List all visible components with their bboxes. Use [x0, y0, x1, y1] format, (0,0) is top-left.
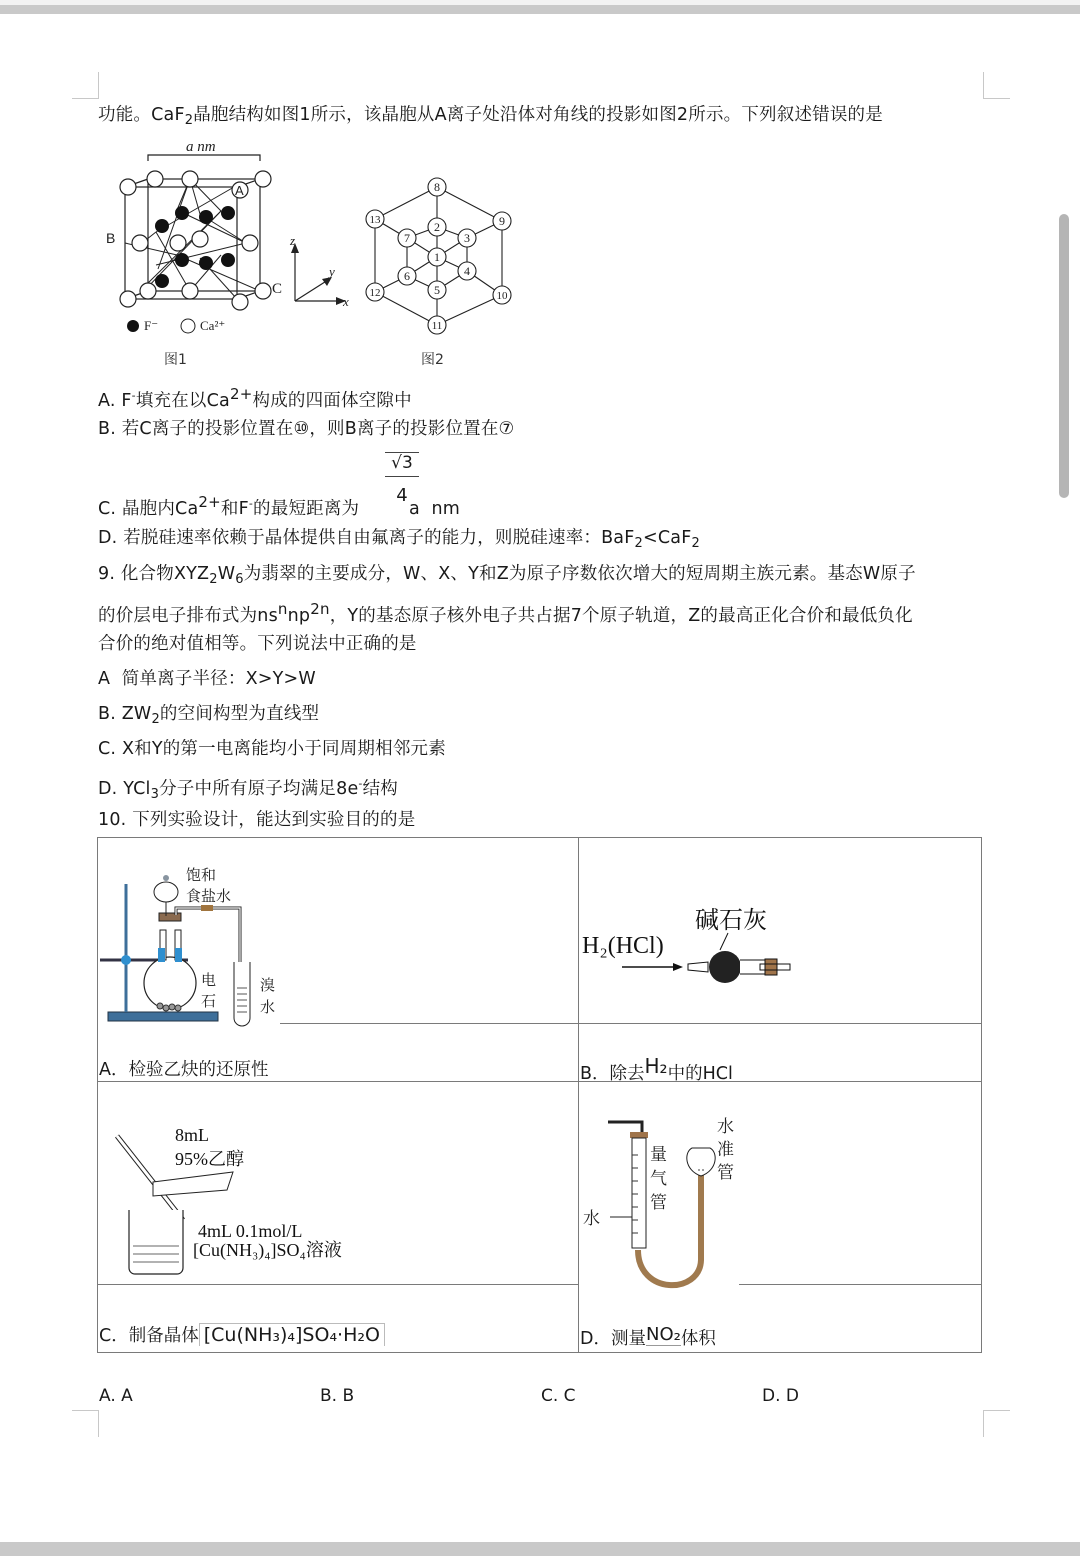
formula-h2: H₂: [644, 1054, 668, 1078]
fraction-numerator: √3: [385, 452, 419, 473]
node-10: 10: [496, 290, 508, 302]
vertical-scrollbar[interactable]: [1059, 214, 1069, 498]
label-level-tube-1: 水: [717, 1117, 734, 1137]
node-5: 5: [434, 283, 440, 297]
label-saturated: 饱和: [186, 866, 217, 884]
bottom-bar: [0, 1542, 1080, 1556]
label-carbide-2: 石: [201, 992, 217, 1010]
node-6: 6: [404, 269, 410, 283]
crystal-preparation-apparatus: [105, 1120, 365, 1280]
text: D. 若脱硅速率依赖于晶体提供自由氟离子的能力，则脱硅速率：BaF: [98, 528, 635, 548]
q8-option-b: B. 若C离子的投影位置在⑩，则B离子的投影位置在⑦: [98, 419, 515, 439]
divider: [97, 1284, 579, 1285]
text: 分子中所有原子均满足8e: [159, 779, 359, 799]
figure-2-projection: [355, 170, 525, 370]
text: 9. 化合物XYZ: [98, 564, 210, 584]
stem-text: 功能。CaF: [98, 105, 185, 125]
node-4: 4: [464, 264, 470, 278]
subscript: 2: [691, 536, 700, 551]
drying-tube-apparatus: [580, 895, 810, 995]
node-8: 8: [434, 180, 440, 194]
label-brine: 食盐水: [186, 887, 232, 905]
node-9: 9: [499, 214, 505, 228]
node-2: 2: [434, 220, 440, 234]
node-13: 13: [369, 214, 381, 226]
superscript: -: [248, 497, 254, 510]
ethanol-label: 95%乙醇: [175, 1149, 244, 1169]
label-level-tube-3: 管: [717, 1163, 734, 1183]
label-A: A: [235, 183, 244, 198]
cell-c-caption: [99, 1322, 385, 1347]
node-3: 3: [464, 231, 470, 245]
text: C. 晶胞内Ca: [98, 499, 199, 519]
answer-choice-c[interactable]: C. C: [541, 1386, 576, 1406]
superscript: 2n: [310, 600, 330, 618]
node-7: 7: [404, 231, 410, 245]
text: D. YCl: [98, 779, 151, 799]
text: 的空间构型为直线型: [159, 704, 320, 724]
question-8-stem: [98, 103, 883, 133]
label-C: C: [272, 281, 283, 297]
stand-base: [108, 1012, 218, 1021]
answer-choice-b[interactable]: B. B: [320, 1386, 355, 1406]
formula-crystal: [Cu(NH₃)₄]SO₄·H₂O: [199, 1323, 385, 1346]
text: 的最短距离为: [253, 499, 360, 519]
cell-d-caption: [580, 1324, 716, 1350]
subscript: 2: [209, 572, 218, 587]
page-corner-mark-bottom-right: [983, 1410, 1010, 1437]
text: W: [217, 564, 236, 584]
q9-stem-line-3: 合价的绝对值相等。下列说法中正确的是: [98, 634, 417, 654]
text: 结构: [362, 779, 398, 799]
subscript: 6: [235, 572, 244, 587]
gas-volume-measuring-apparatus: [580, 1110, 750, 1290]
subscript: 2: [634, 536, 643, 551]
fraction-denominator: 4: [385, 476, 419, 506]
text: B. ZW: [98, 704, 152, 724]
legend-f-icon: [127, 320, 139, 332]
q8-option-c: [98, 490, 460, 521]
legend-ca-label: Ca²⁺: [200, 318, 226, 333]
label-carbide-1: 电: [201, 971, 217, 989]
page-corner-mark-bottom-left: [72, 1410, 99, 1437]
axis-x-label: x: [343, 294, 349, 309]
text: 中的HCl: [667, 1064, 733, 1084]
label-level-tube-2: 准: [717, 1140, 734, 1160]
formula-no2: NO₂: [645, 1324, 681, 1345]
label-B: B: [106, 230, 116, 246]
text: np: [287, 606, 311, 626]
divider: [739, 1284, 982, 1285]
q9-stem-line-2: [98, 597, 913, 628]
subscript: 3: [150, 787, 160, 802]
text: 构成的四面体空隙中: [252, 391, 412, 411]
q8-option-d: [98, 526, 700, 556]
axis-z-label: z: [290, 233, 296, 248]
gas-label: H₂(HCl): [582, 933, 664, 959]
label-burette-1: 量: [650, 1145, 667, 1165]
answer-choice-d[interactable]: D. D: [762, 1386, 799, 1406]
q9-option-c: C. X和Y的第一电离能均小于同周期相邻元素: [98, 739, 446, 759]
reagent-label: 碱石灰: [695, 906, 767, 934]
text: <CaF: [642, 528, 692, 548]
legend-f-label: F⁻: [144, 318, 159, 333]
label-burette-2: 气: [650, 1169, 667, 1189]
label-bromine-2: 水: [260, 998, 276, 1016]
solution-concentration-label: 4mL 0.1mol/L: [198, 1221, 303, 1241]
solution-name-label: [Cu(NH₃)₄]SO₄溶液: [193, 1240, 342, 1260]
q10-stem: 10. 下列实验设计，能达到实验目的的是: [98, 810, 416, 830]
text: B．除去: [580, 1064, 645, 1084]
cell-b-caption: [580, 1054, 733, 1085]
subscript: 2: [151, 712, 160, 727]
axis-y-label: y: [329, 264, 335, 279]
top-bar: [0, 0, 1080, 14]
label-bromine-1: 溴: [260, 976, 276, 994]
text: 为翡翠的主要成分，W、X、Y和Z为原子序数依次增大的短周期主族元素。基态W原子: [243, 564, 916, 584]
page-corner-mark-top-right: [983, 72, 1010, 99]
node-12: 12: [369, 287, 381, 299]
dimension-label: a nm: [186, 139, 216, 155]
figure-2-caption: 图2: [421, 352, 444, 368]
top-bar-band: [0, 5, 1080, 14]
q9-stem-line-1: [98, 562, 916, 592]
superscript: -: [358, 777, 363, 790]
label-water: 水: [583, 1209, 600, 1229]
text: 和F: [220, 499, 249, 519]
node-1: 1: [434, 250, 440, 264]
stem-text: 晶胞结构如图1所示，该晶胞从A离子处沿体对角线的投影如图2所示。下列叙述错误的是: [193, 105, 883, 125]
answer-choice-a[interactable]: A. A: [99, 1386, 133, 1406]
text: D．测量: [580, 1329, 646, 1349]
q9-option-b: [98, 702, 319, 732]
text: C．制备晶体: [99, 1326, 199, 1346]
superscript: 2+: [229, 385, 253, 403]
q9-option-d: [98, 772, 398, 807]
text: ，Y的基态原子核外电子共占据7个原子轨道，Z的最高正化合价和最低负化: [329, 606, 913, 626]
volume-label: 8mL: [175, 1125, 209, 1145]
acetylene-generation-apparatus: [98, 860, 298, 1030]
superscript: n: [277, 600, 288, 618]
page-corner-mark-top-left: [72, 72, 99, 99]
subscript: 2: [184, 113, 194, 128]
text: A. F: [98, 391, 132, 411]
figure-1-caf2-unit-cell: [100, 135, 355, 370]
cell-a-caption: A．检验乙炔的还原性: [99, 1060, 269, 1080]
text: 的价层电子排布式为ns: [98, 606, 278, 626]
label-burette-3: 管: [650, 1193, 667, 1213]
node-11: 11: [431, 320, 443, 332]
text: 填充在以Ca: [135, 391, 230, 411]
figure-1-caption: 图1: [164, 352, 187, 368]
unit: a nm: [409, 499, 461, 519]
legend-ca-icon: [181, 319, 195, 333]
divider: [578, 1023, 982, 1024]
q9-option-a: A 简单离子半径：X>Y>W: [98, 669, 316, 689]
divider: [280, 1023, 579, 1024]
text: 体积: [680, 1329, 716, 1349]
q8-option-a: [98, 382, 412, 413]
superscript: -: [131, 389, 136, 402]
superscript: 2+: [198, 493, 221, 511]
